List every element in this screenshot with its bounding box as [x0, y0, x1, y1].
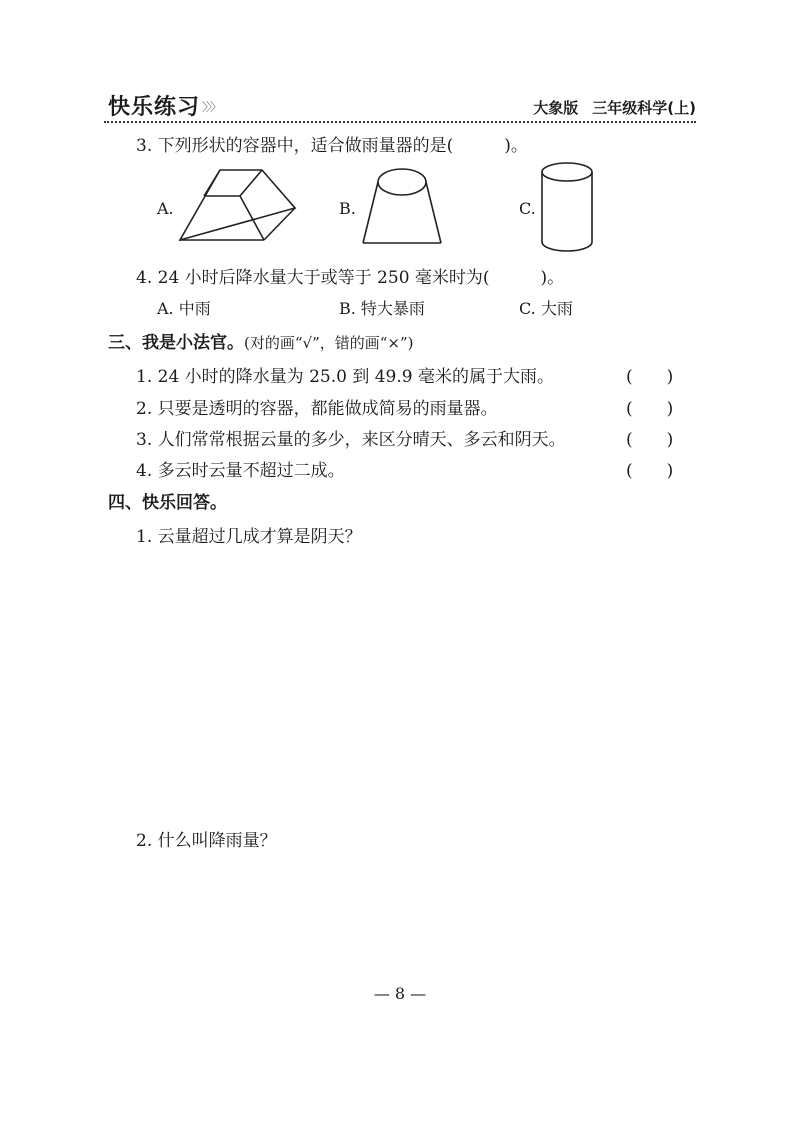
section-3-heading — [108, 328, 414, 353]
judge-item-2-answer-box[interactable]: ( ) — [626, 399, 674, 419]
question-4: 4. 24 小时后降水量大于或等于 250 毫米时为( )。 — [136, 268, 565, 288]
answer-question-2: 2. 什么叫降雨量？ — [136, 831, 277, 851]
q3-option-c-label: C. — [519, 199, 536, 218]
q3-option-a-label: A. — [157, 199, 174, 218]
judge-item-1-answer-box[interactable]: ( ) — [626, 367, 674, 387]
header-subject: 三年级科学(上) — [592, 99, 696, 117]
header-title: 快乐练习 — [108, 95, 201, 120]
judge-item-1: 1. 24 小时的降水量为 25.0 到 49.9 毫米的属于大雨。 — [136, 367, 554, 387]
q3-option-b-label: B. — [339, 199, 356, 218]
q4-option-b: B. 特大暴雨 — [339, 299, 425, 318]
judge-item-2: 2. 只要是透明的容器，都能做成简易的雨量器。 — [136, 399, 498, 419]
judge-item-4: 4. 多云时云量不超过二成。 — [136, 461, 345, 481]
truncated-cone-shape — [360, 166, 444, 246]
header-arrows-icon: 〉〉〉 — [202, 100, 221, 114]
judge-item-4-answer-box[interactable]: ( ) — [626, 461, 674, 481]
header-divider — [104, 121, 696, 123]
q4-option-c: C. 大雨 — [519, 299, 573, 318]
page-number: — 8 — — [373, 984, 427, 1003]
question-3: 3. 下列形状的容器中，适合做雨量器的是( )。 — [136, 136, 528, 156]
section-4-title: 四、快乐回答。 — [108, 493, 227, 513]
section-3-title: 三、我是小法官。 — [108, 333, 244, 353]
frustum-pyramid-shape — [178, 166, 298, 244]
judge-item-3: 3. 人们常常根据云量的多少，来区分晴天、多云和阴天。 — [136, 430, 566, 450]
section-3-instruction: (对的画“√”，错的画“×”) — [244, 334, 414, 352]
header-edition: 大象版 — [533, 99, 579, 117]
answer-question-1: 1. 云量超过几成才算是阴天？ — [136, 527, 362, 547]
cylinder-shape — [538, 160, 596, 254]
header-book-info — [533, 97, 696, 118]
judge-item-3-answer-box[interactable]: ( ) — [626, 430, 674, 450]
q4-option-a: A. 中雨 — [157, 299, 211, 318]
